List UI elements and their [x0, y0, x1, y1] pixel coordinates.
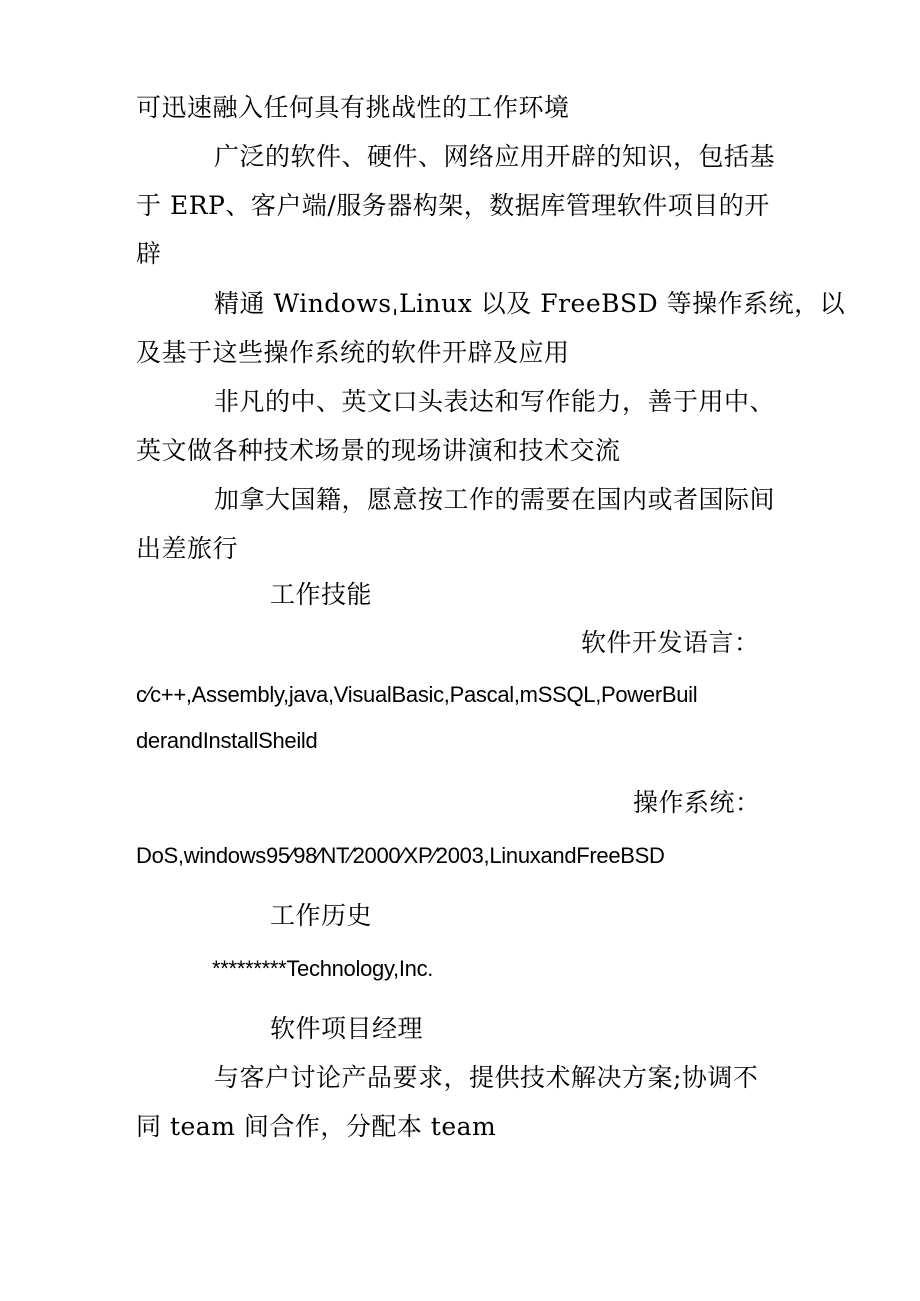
paragraph-3-line-1: 精通 WindowsˌLinux 以及 FreeBSD 等操作系统，以: [214, 289, 846, 318]
os-label: 操作系统：: [633, 788, 761, 817]
paragraph-2-line-2: 于 ERP、客户端/服务器构架，数据库管理软件项目的开: [136, 191, 770, 220]
paragraph-2-line-3: 辟: [136, 239, 162, 268]
paragraph-5-line-1: 加拿大国籍，愿意按工作的需要在国内或者国际间: [214, 485, 776, 514]
history-heading: 工作历史: [270, 901, 373, 930]
languages-value-line-2: derandInstallSheild: [136, 728, 318, 753]
paragraph-4-line-1: 非凡的中、英文口头表达和写作能力，善于用中、: [214, 387, 776, 416]
paragraph-5-line-2: 出差旅行: [136, 534, 239, 563]
skills-heading: 工作技能: [270, 580, 373, 609]
position-title: 软件项目经理: [270, 1014, 424, 1043]
duty-line-2: 同 team 间合作，分配本 team: [136, 1112, 497, 1141]
languages-label: 软件开发语言：: [581, 628, 760, 657]
os-value: DoS,windows95⁄98⁄NT⁄2000⁄XP⁄2003,LinuxandFreeBSD: [136, 843, 665, 868]
paragraph-1-line-1: 可迅速融入任何具有挑战性的工作环境: [136, 93, 570, 122]
paragraph-4-line-2: 英文做各种技术场景的现场讲演和技术交流: [136, 436, 621, 465]
paragraph-2-line-1: 广泛的软件、硬件、网络应用开辟的知识，包括基: [214, 142, 776, 171]
paragraph-3-line-2: 及基于这些操作系统的软件开辟及应用: [136, 338, 570, 367]
duty-line-1: 与客户讨论产品要求，提供技术解决方案;协调不: [214, 1063, 759, 1092]
languages-value-line-1: c⁄c++,Assembly,java,VisualBasic,Pascal,mSSQL,PowerBuil: [136, 682, 698, 707]
company-name: *********Technology,Inc.: [212, 956, 434, 981]
